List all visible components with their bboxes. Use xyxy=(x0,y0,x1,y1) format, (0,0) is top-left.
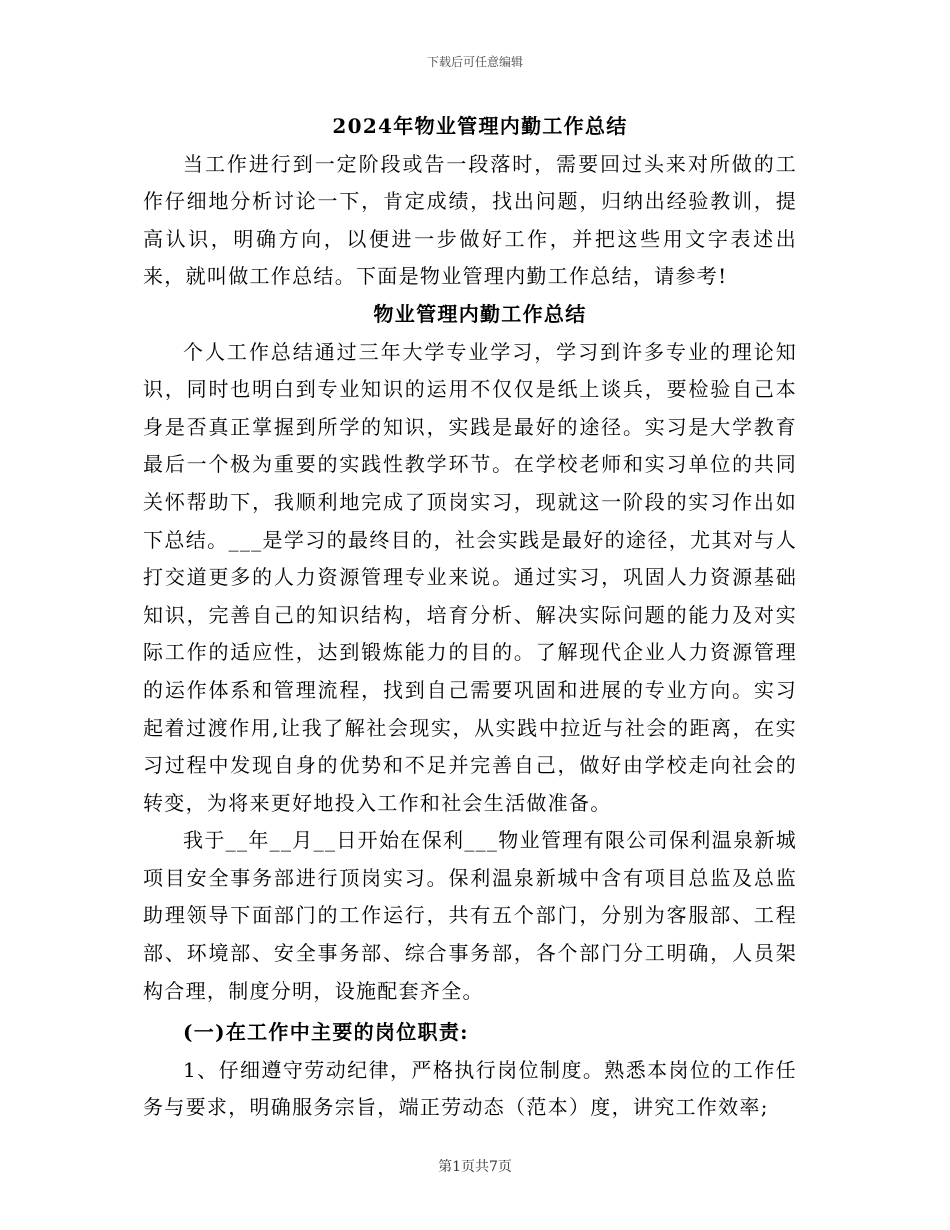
page-number: 第1页共7页 xyxy=(438,1159,512,1175)
duties-subheading: (一)在工作中主要的岗位职责: xyxy=(183,1020,469,1045)
body-paragraph: 我于__年__月__日开始在保利___物业管理有限公司保利温泉新城项目安全事务部进行顶岗实习。保利温泉新城中含有项目总监及总监助理领导下面部门的工作运行，共有五个部门，分别为客服部、工程部、环境部、安全事务部、综合事务部，各个部门分工明确，人员架构合理，制度分明，设施配套齐全。 xyxy=(143,828,797,1003)
page-header-note: 下载后可任意编辑 xyxy=(426,55,523,69)
intro-paragraph: 当工作进行到一定阶段或告一段落时，需要回过头来对所做的工作仔细地分析讨论一下，肯定成绩，找出问题，归纳出经验教训，提高认识，明确方向，以便进一步做好工作，并把这些用文字表述出来，就叫做工作总结。下面是物业管理内勤工作总结，请参考! xyxy=(143,151,797,289)
body-paragraph: 个人工作总结通过三年大学专业学习，学习到许多专业的理论知识，同时也明白到专业知识的运用不仅仅是纸上谈兵，要检验自己本身是否真正掌握到所学的知识，实践是最好的途径。实习是大学教育最后一个极为重要的实践性教学环节。在学校老师和实习单位的共同关怀帮助下，我顺利地完成了顶岗实习，现就这一阶段的实习作出如下总结。___是学习的最终目的，社会实践是最好的途径，尤其对与人打交道更多的人力资源管理专业来说。通过实习，巩固人力资源基础知识，完善自己的知识结构，培育分析、解决实际问题的能力及对实际工作的适应性，达到锻炼能力的目的。了解现代企业人力资源管理的运作体系和管理流程，找到自己需要巩固和进展的专业方向。实习起着过渡作用,让我了解社会现实，从实践中拉近与社会的距离，在实习过程中发现自身的优势和不足并完善自己，做好由学校走向社会的转变，为将来更好地投入工作和社会生活做准备。 xyxy=(143,339,797,815)
document-title: 2024年物业管理内勤工作总结 xyxy=(332,114,628,138)
document-body xyxy=(143,108,797,1127)
section-title: 物业管理内勤工作总结 xyxy=(373,301,587,326)
duty-item: 1、仔细遵守劳动纪律，严格执行岗位制度。熟悉本岗位的工作任务与要求，明确服务宗旨，端正劳动态（范本）度，讲究工作效率; xyxy=(143,1057,797,1120)
